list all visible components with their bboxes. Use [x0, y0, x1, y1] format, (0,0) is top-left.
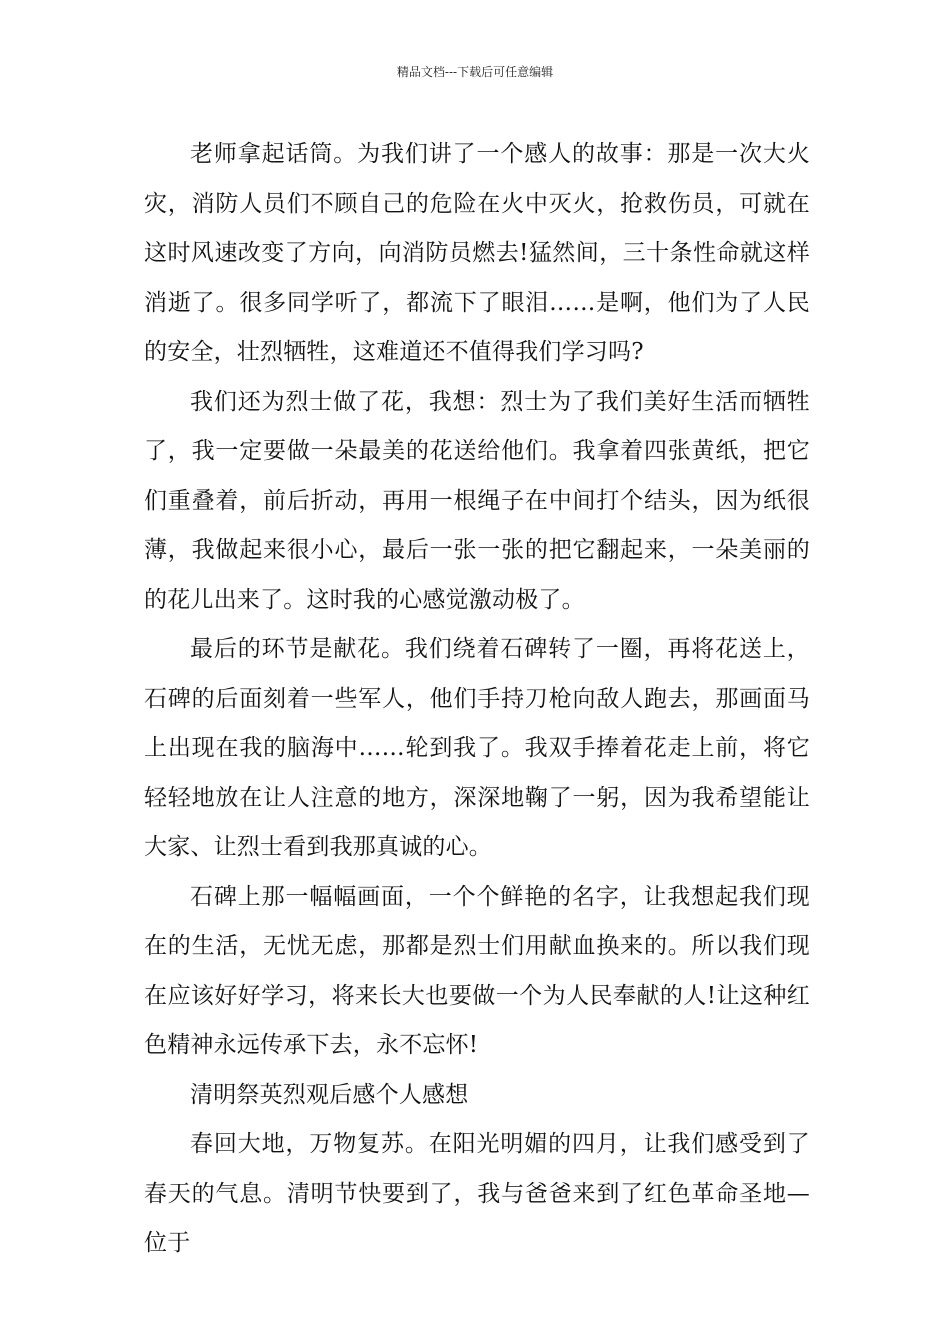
- document-body: [144, 130, 810, 1269]
- paragraph-flower-making: 我们还为烈士做了花，我想：烈士为了我们美好生活而牺牲了，我一定要做一朵最美的花送给他们。我拿着四张黄纸，把它们重叠着，前后折动，再用一根绳子在中间打个结头，因为纸很薄，我做起来很小心，最后一张一张的把它翻起来，一朵美丽的的花儿出来了。这时我的心感觉激动极了。: [144, 388, 810, 613]
- page-header: 精品文档---下载后可任意编辑: [396, 65, 554, 79]
- paragraph-story: 老师拿起话筒。为我们讲了一个感人的故事：那是一次大火灾，消防人员们不顾自己的危险在火中灭火，抢救伤员，可就在这时风速改变了方向，向消防员燃去!猛然间，三十条性命就这样消逝了。很多同学听了，都流下了眼泪……是啊，他们为了人民的安全，壮烈牺牲，这难道还不值得我们学习吗?: [144, 141, 810, 365]
- paragraph-reflection: 石碑上那一幅幅画面，一个个鲜艳的名字，让我想起我们现在的生活，无忧无虑，那都是烈士们用献血换来的。所以我们现在应该好好学习，将来长大也要做一个为人民奉献的人!让这种红色精神永远传承下去，永不忘怀!: [144, 883, 810, 1058]
- section-title: 清明祭英烈观后感个人感想: [190, 1081, 469, 1108]
- paragraph-offering-flowers: 最后的环节是献花。我们绕着石碑转了一圈，再将花送上，石碑的后面刻着一些军人，他们手持刀枪向敌人跑去，那画面马上出现在我的脑海中……轮到我了。我双手捧着花走上前，将它轻轻地放在让人注意的地方，深深地鞠了一躬，因为我希望能让大家、让烈士看到我那真诚的心。: [144, 636, 810, 860]
- paragraph-spring: 春回大地，万物复苏。在阳光明媚的四月，让我们感受到了春天的气息。清明节快要到了，我与爸爸来到了红色革命圣地—位于: [144, 1131, 810, 1256]
